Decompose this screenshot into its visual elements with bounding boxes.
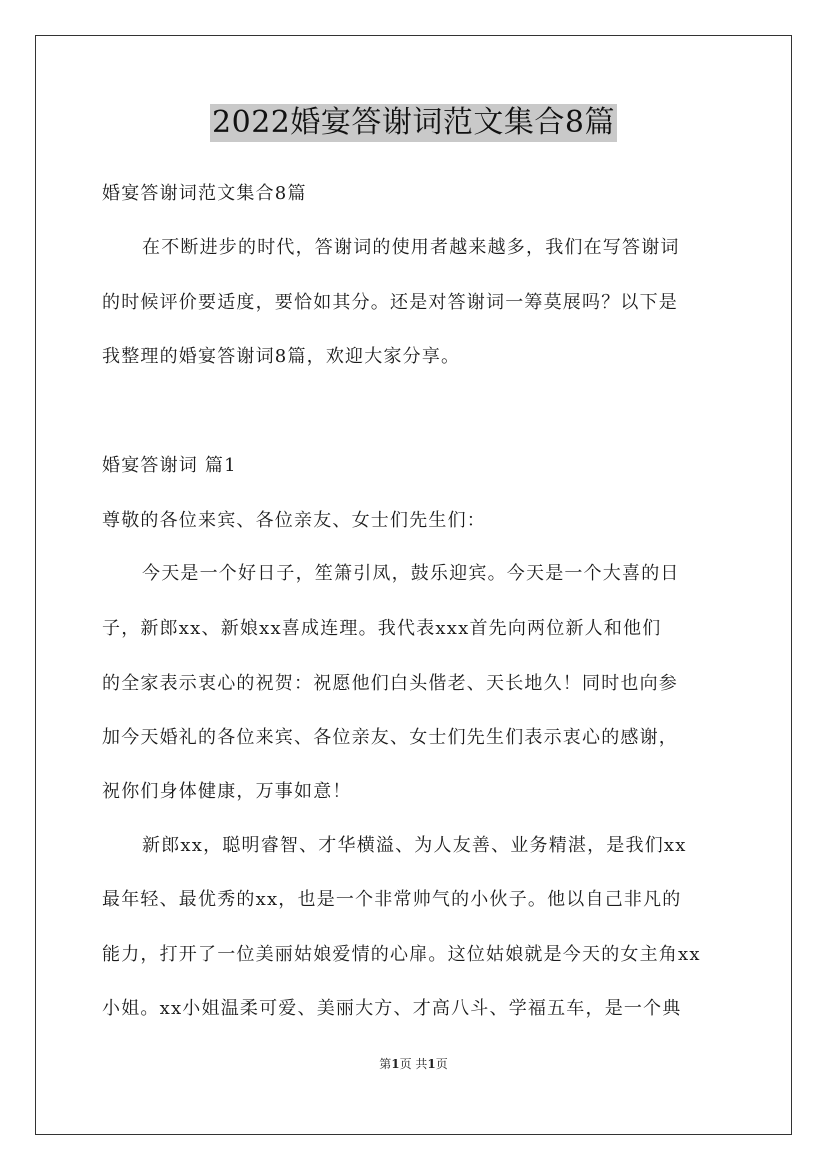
document-subtitle: 婚宴答谢词范文集合8篇 <box>102 183 307 204</box>
salutation: 尊敬的各位来宾、各位亲友、女士们先生们： <box>102 510 486 531</box>
footer-suffix: 页 <box>435 1057 448 1071</box>
paragraph1-line-3: 的全家表示衷心的祝贺：祝愿他们白头偕老、天长地久！同时也向参 <box>102 673 678 694</box>
paragraph1-line-4: 加今天婚礼的各位来宾、各位亲友、女士们先生们表示衷心的感谢， <box>102 727 678 748</box>
footer-total-pages: 1 <box>427 1057 436 1071</box>
intro-line-3: 我整理的婚宴答谢词8篇，欢迎大家分享。 <box>102 346 461 367</box>
footer-page-number: 1 <box>391 1057 400 1071</box>
paragraph2-line-1: 新郎xx，聪明睿智、才华横溢、为人友善、业务精湛，是我们xx <box>142 835 687 856</box>
footer-prefix: 第 <box>379 1057 392 1071</box>
intro-line-1: 在不断进步的时代，答谢词的使用者越来越多，我们在写答谢词 <box>142 237 680 258</box>
footer-middle: 页 共 <box>399 1057 428 1071</box>
paragraph1-line-1: 今天是一个好日子，笙箫引凤，鼓乐迎宾。今天是一个大喜的日 <box>142 563 680 584</box>
intro-line-2: 的时候评价要适度，要恰如其分。还是对答谢词一筹莫展吗？以下是 <box>102 292 678 313</box>
title-container <box>0 104 827 142</box>
paragraph2-line-4: 小姐。xx小姐温柔可爱、美丽大方、才高八斗、学福五车，是一个典 <box>102 998 682 1019</box>
paragraph1-line-2: 子，新郎xx、新娘xx喜成连理。我代表xxx首先向两位新人和他们 <box>102 618 662 639</box>
section-heading: 婚宴答谢词 篇1 <box>102 455 237 476</box>
page-footer <box>0 1055 827 1072</box>
paragraph2-line-3: 能力，打开了一位美丽姑娘爱情的心扉。这位姑娘就是今天的女主角xx <box>102 944 701 965</box>
paragraph2-line-2: 最年轻、最优秀的xx，也是一个非常帅气的小伙子。他以自己非凡的 <box>102 889 682 910</box>
document-title: 2022婚宴答谢词范文集合8篇 <box>212 105 615 140</box>
paragraph1-line-5: 祝你们身体健康，万事如意！ <box>102 781 352 802</box>
